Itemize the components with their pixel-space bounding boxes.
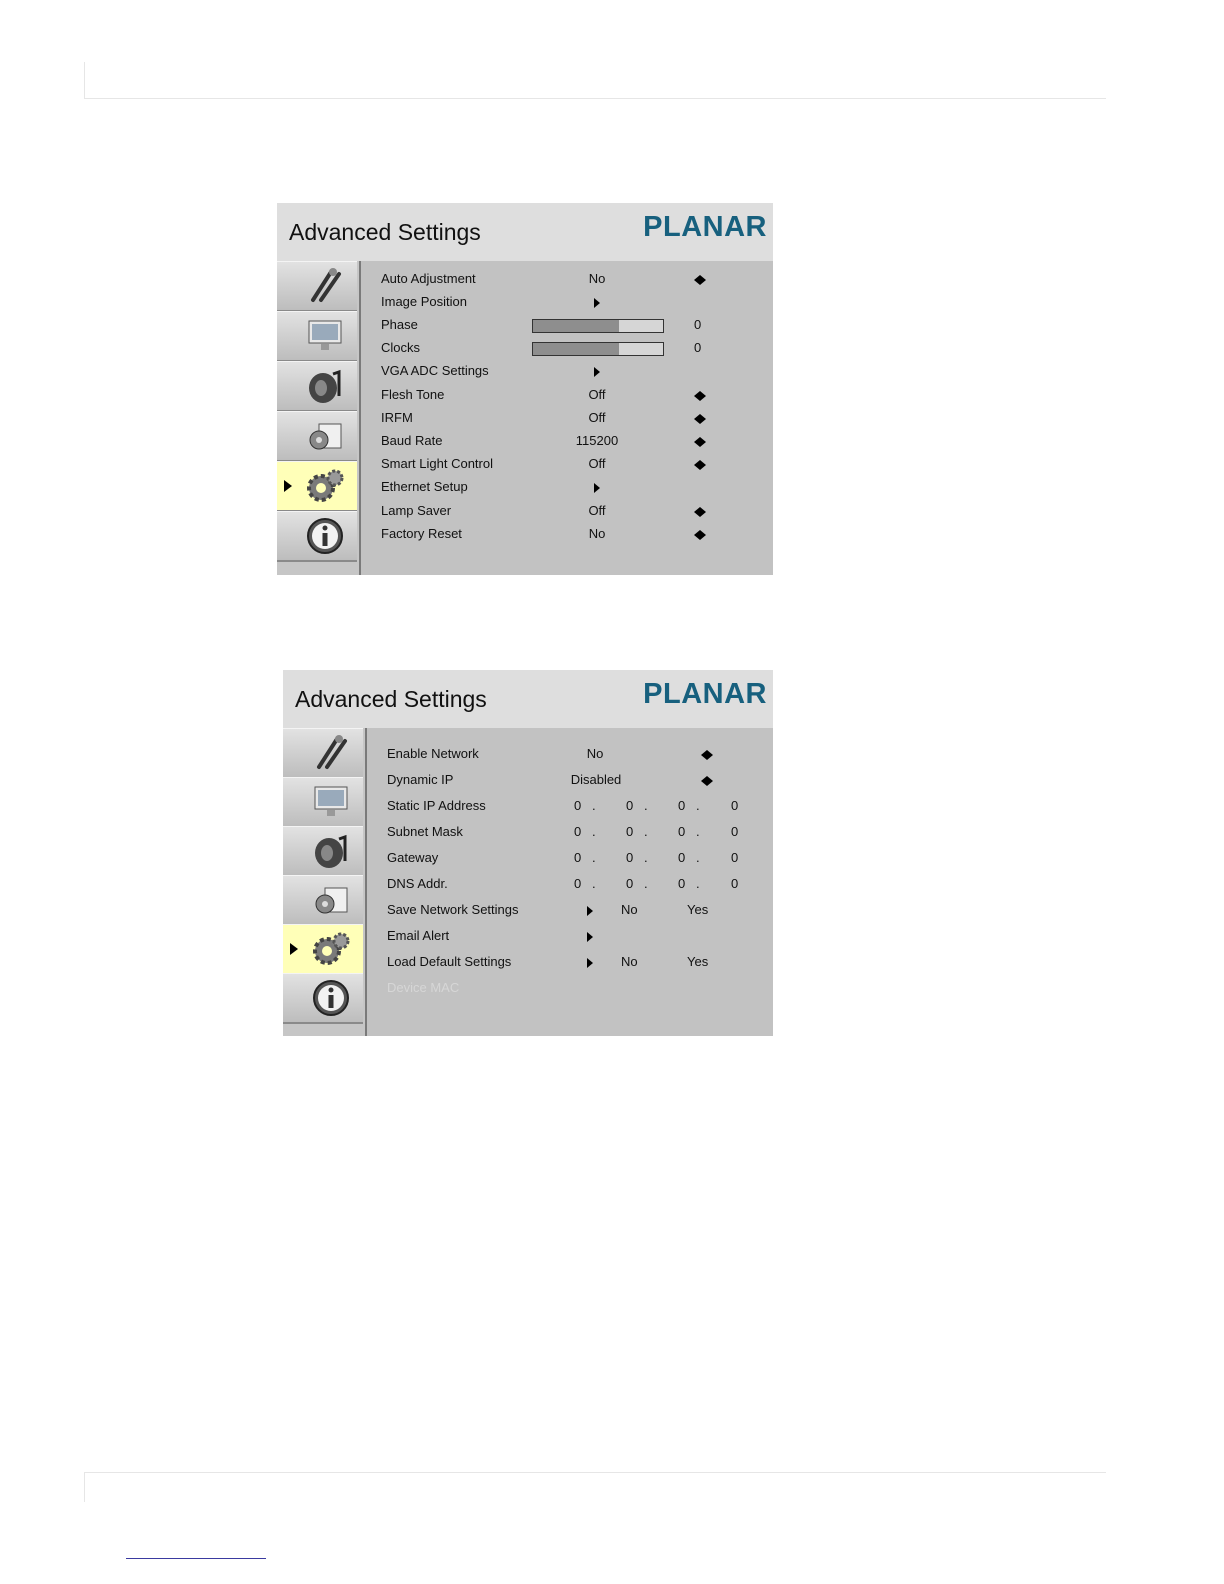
ip-octet[interactable]: 0 <box>574 824 582 839</box>
menu-item-subnet-mask[interactable] <box>387 824 757 844</box>
menu-item-smart-light-control[interactable] <box>381 456 761 476</box>
menu-item-image-position[interactable] <box>381 294 761 314</box>
item-label: Ethernet Setup <box>381 479 468 494</box>
item-label: Lamp Saver <box>381 503 452 518</box>
ip-octet[interactable]: 0 <box>574 798 582 813</box>
planar-logo: PLANAR <box>643 211 767 243</box>
ip-octet[interactable]: 0 <box>574 850 582 865</box>
ip-octet[interactable]: 0 <box>731 798 739 813</box>
left-right-arrows-icon <box>694 275 707 286</box>
menu-item-dns-addr[interactable] <box>387 876 757 896</box>
menu-item-dynamic-ip[interactable] <box>387 772 757 792</box>
ip-dot: . <box>696 876 700 891</box>
left-top-rule <box>84 62 85 98</box>
ip-octet[interactable]: 0 <box>626 876 634 891</box>
menu-item-ethernet-setup[interactable] <box>381 479 761 499</box>
planar-logo: PLANAR <box>643 678 767 710</box>
item-label: Enable Network <box>387 746 479 761</box>
menu-item-vga-adc-settings[interactable] <box>381 363 761 383</box>
ip-octet[interactable]: 0 <box>731 850 739 865</box>
left-right-arrows-icon <box>694 414 707 425</box>
item-value: No <box>588 526 606 541</box>
item-label: Save Network Settings <box>387 902 519 917</box>
osd-menu-advanced-settings-2 <box>283 670 773 1036</box>
ip-dot: . <box>592 876 596 891</box>
item-label: Subnet Mask <box>387 824 463 839</box>
display-icon <box>305 316 345 356</box>
tab-setup[interactable] <box>277 411 357 462</box>
menu-item-gateway[interactable] <box>387 850 757 870</box>
item-label: Gateway <box>387 850 439 865</box>
menu-item-static-ip-address[interactable] <box>387 798 757 818</box>
item-value: No <box>586 746 604 761</box>
menu-item-phase[interactable] <box>381 317 761 337</box>
display-icon <box>311 782 351 822</box>
left-right-arrows-icon <box>694 460 707 471</box>
option-no[interactable]: No <box>621 954 638 969</box>
menu-item-enable-network[interactable] <box>387 746 757 766</box>
selected-indicator-icon <box>290 943 298 955</box>
speaker-icon <box>311 831 351 871</box>
ip-octet[interactable]: 0 <box>574 876 582 891</box>
ip-dot: . <box>644 798 648 813</box>
option-no[interactable]: No <box>621 902 638 917</box>
item-label: Static IP Address <box>387 798 486 813</box>
bottom-rule <box>84 1472 1106 1473</box>
info-icon <box>305 516 345 556</box>
item-label: Smart Light Control <box>381 456 493 471</box>
item-label: Email Alert <box>387 928 450 943</box>
ip-dot: . <box>644 876 648 891</box>
left-right-arrows-icon <box>694 391 707 402</box>
footer-link-underline <box>126 1558 266 1559</box>
item-value: Off <box>588 503 606 518</box>
tab-advanced-settings[interactable] <box>283 924 363 975</box>
osd-menu-advanced-settings-1 <box>277 203 773 575</box>
left-bottom-rule <box>84 1472 85 1502</box>
wrench-icon <box>305 266 345 306</box>
item-label: VGA ADC Settings <box>381 363 489 378</box>
item-label: Device MAC <box>387 980 460 995</box>
menu-item-flesh-tone[interactable] <box>381 387 761 407</box>
menu-title: Advanced Settings <box>289 219 481 245</box>
category-sidebar <box>283 728 367 1036</box>
item-label: Baud Rate <box>381 433 443 448</box>
left-right-arrows-icon <box>701 750 714 761</box>
item-label: Load Default Settings <box>387 954 512 969</box>
item-value: Off <box>588 456 606 471</box>
left-right-arrows-icon <box>694 530 707 541</box>
left-right-arrows-icon <box>694 507 707 518</box>
submenu-arrow-icon <box>594 298 600 308</box>
menu-title: Advanced Settings <box>295 686 487 712</box>
osd-header <box>283 670 773 728</box>
tab-information[interactable] <box>277 511 357 562</box>
tab-audio[interactable] <box>283 826 363 877</box>
menu-item-auto-adjustment[interactable] <box>381 271 761 291</box>
menu-item-save-network-settings[interactable] <box>387 902 757 922</box>
submenu-arrow-icon <box>587 906 593 916</box>
item-label: Phase <box>381 317 418 332</box>
menu-item-clocks[interactable] <box>381 340 761 360</box>
tab-information[interactable] <box>283 973 363 1024</box>
ip-dot: . <box>696 798 700 813</box>
option-yes[interactable]: Yes <box>687 954 709 969</box>
item-label: Flesh Tone <box>381 387 445 402</box>
ip-dot: . <box>696 850 700 865</box>
clocks-slider[interactable] <box>532 342 664 356</box>
menu-item-email-alert[interactable] <box>387 928 757 948</box>
ip-octet[interactable]: 0 <box>626 850 634 865</box>
submenu-arrow-icon <box>587 932 593 942</box>
ip-octet[interactable]: 0 <box>678 824 686 839</box>
item-value: Off <box>588 410 606 425</box>
option-yes[interactable]: Yes <box>687 902 709 917</box>
submenu-arrow-icon <box>594 483 600 493</box>
item-label: Factory Reset <box>381 526 462 541</box>
ip-octet[interactable]: 0 <box>731 876 739 891</box>
selected-indicator-icon <box>284 480 292 492</box>
ip-octet[interactable]: 0 <box>626 798 634 813</box>
item-label: Dynamic IP <box>387 772 454 787</box>
item-label: Clocks <box>381 340 421 355</box>
tab-audio[interactable] <box>277 361 357 412</box>
item-value: 115200 <box>575 433 619 448</box>
ip-dot: . <box>644 824 648 839</box>
menu-item-load-default-settings[interactable] <box>387 954 757 974</box>
phase-slider[interactable] <box>532 319 664 333</box>
tab-display[interactable] <box>277 311 357 362</box>
slider-fill <box>533 343 619 355</box>
ip-dot: . <box>592 824 596 839</box>
tools-icon <box>305 416 345 456</box>
tab-advanced-settings[interactable] <box>277 461 357 512</box>
menu-item-lamp-saver[interactable] <box>381 503 761 523</box>
tab-picture-adjust[interactable] <box>277 261 357 312</box>
menu-item-irfm[interactable] <box>381 410 761 430</box>
item-label: IRFM <box>381 410 413 425</box>
item-label: DNS Addr. <box>387 876 448 891</box>
info-icon <box>311 978 351 1018</box>
ip-dot: . <box>696 824 700 839</box>
menu-item-baud-rate[interactable] <box>381 433 761 453</box>
ip-dot: . <box>592 798 596 813</box>
ip-dot: . <box>644 850 648 865</box>
speaker-icon <box>305 366 345 406</box>
item-number: 0 <box>694 340 702 355</box>
left-right-arrows-icon <box>694 437 707 448</box>
tools-icon <box>311 880 351 920</box>
ip-octet[interactable]: 0 <box>678 798 686 813</box>
item-value: Disabled <box>570 772 622 787</box>
submenu-arrow-icon <box>594 367 600 377</box>
ip-octet[interactable]: 0 <box>626 824 634 839</box>
ip-octet[interactable]: 0 <box>678 850 686 865</box>
submenu-arrow-icon <box>587 958 593 968</box>
menu-item-device-mac <box>387 980 757 1000</box>
ip-octet[interactable]: 0 <box>678 876 686 891</box>
ip-dot: . <box>592 850 596 865</box>
menu-item-factory-reset[interactable] <box>381 526 761 546</box>
tab-setup[interactable] <box>283 875 363 926</box>
tab-display[interactable] <box>283 777 363 828</box>
category-sidebar <box>277 261 361 575</box>
tab-picture-adjust[interactable] <box>283 728 363 779</box>
item-value: No <box>588 271 606 286</box>
item-number: 0 <box>694 317 702 332</box>
slider-fill <box>533 320 619 332</box>
gears-icon <box>311 929 351 969</box>
left-right-arrows-icon <box>701 776 714 787</box>
item-label: Image Position <box>381 294 467 309</box>
ip-octet[interactable]: 0 <box>731 824 739 839</box>
item-value: Off <box>588 387 606 402</box>
gears-icon <box>305 466 345 506</box>
item-label: Auto Adjustment <box>381 271 476 286</box>
wrench-icon <box>311 733 351 773</box>
osd-header <box>277 203 773 261</box>
top-rule <box>84 98 1106 99</box>
